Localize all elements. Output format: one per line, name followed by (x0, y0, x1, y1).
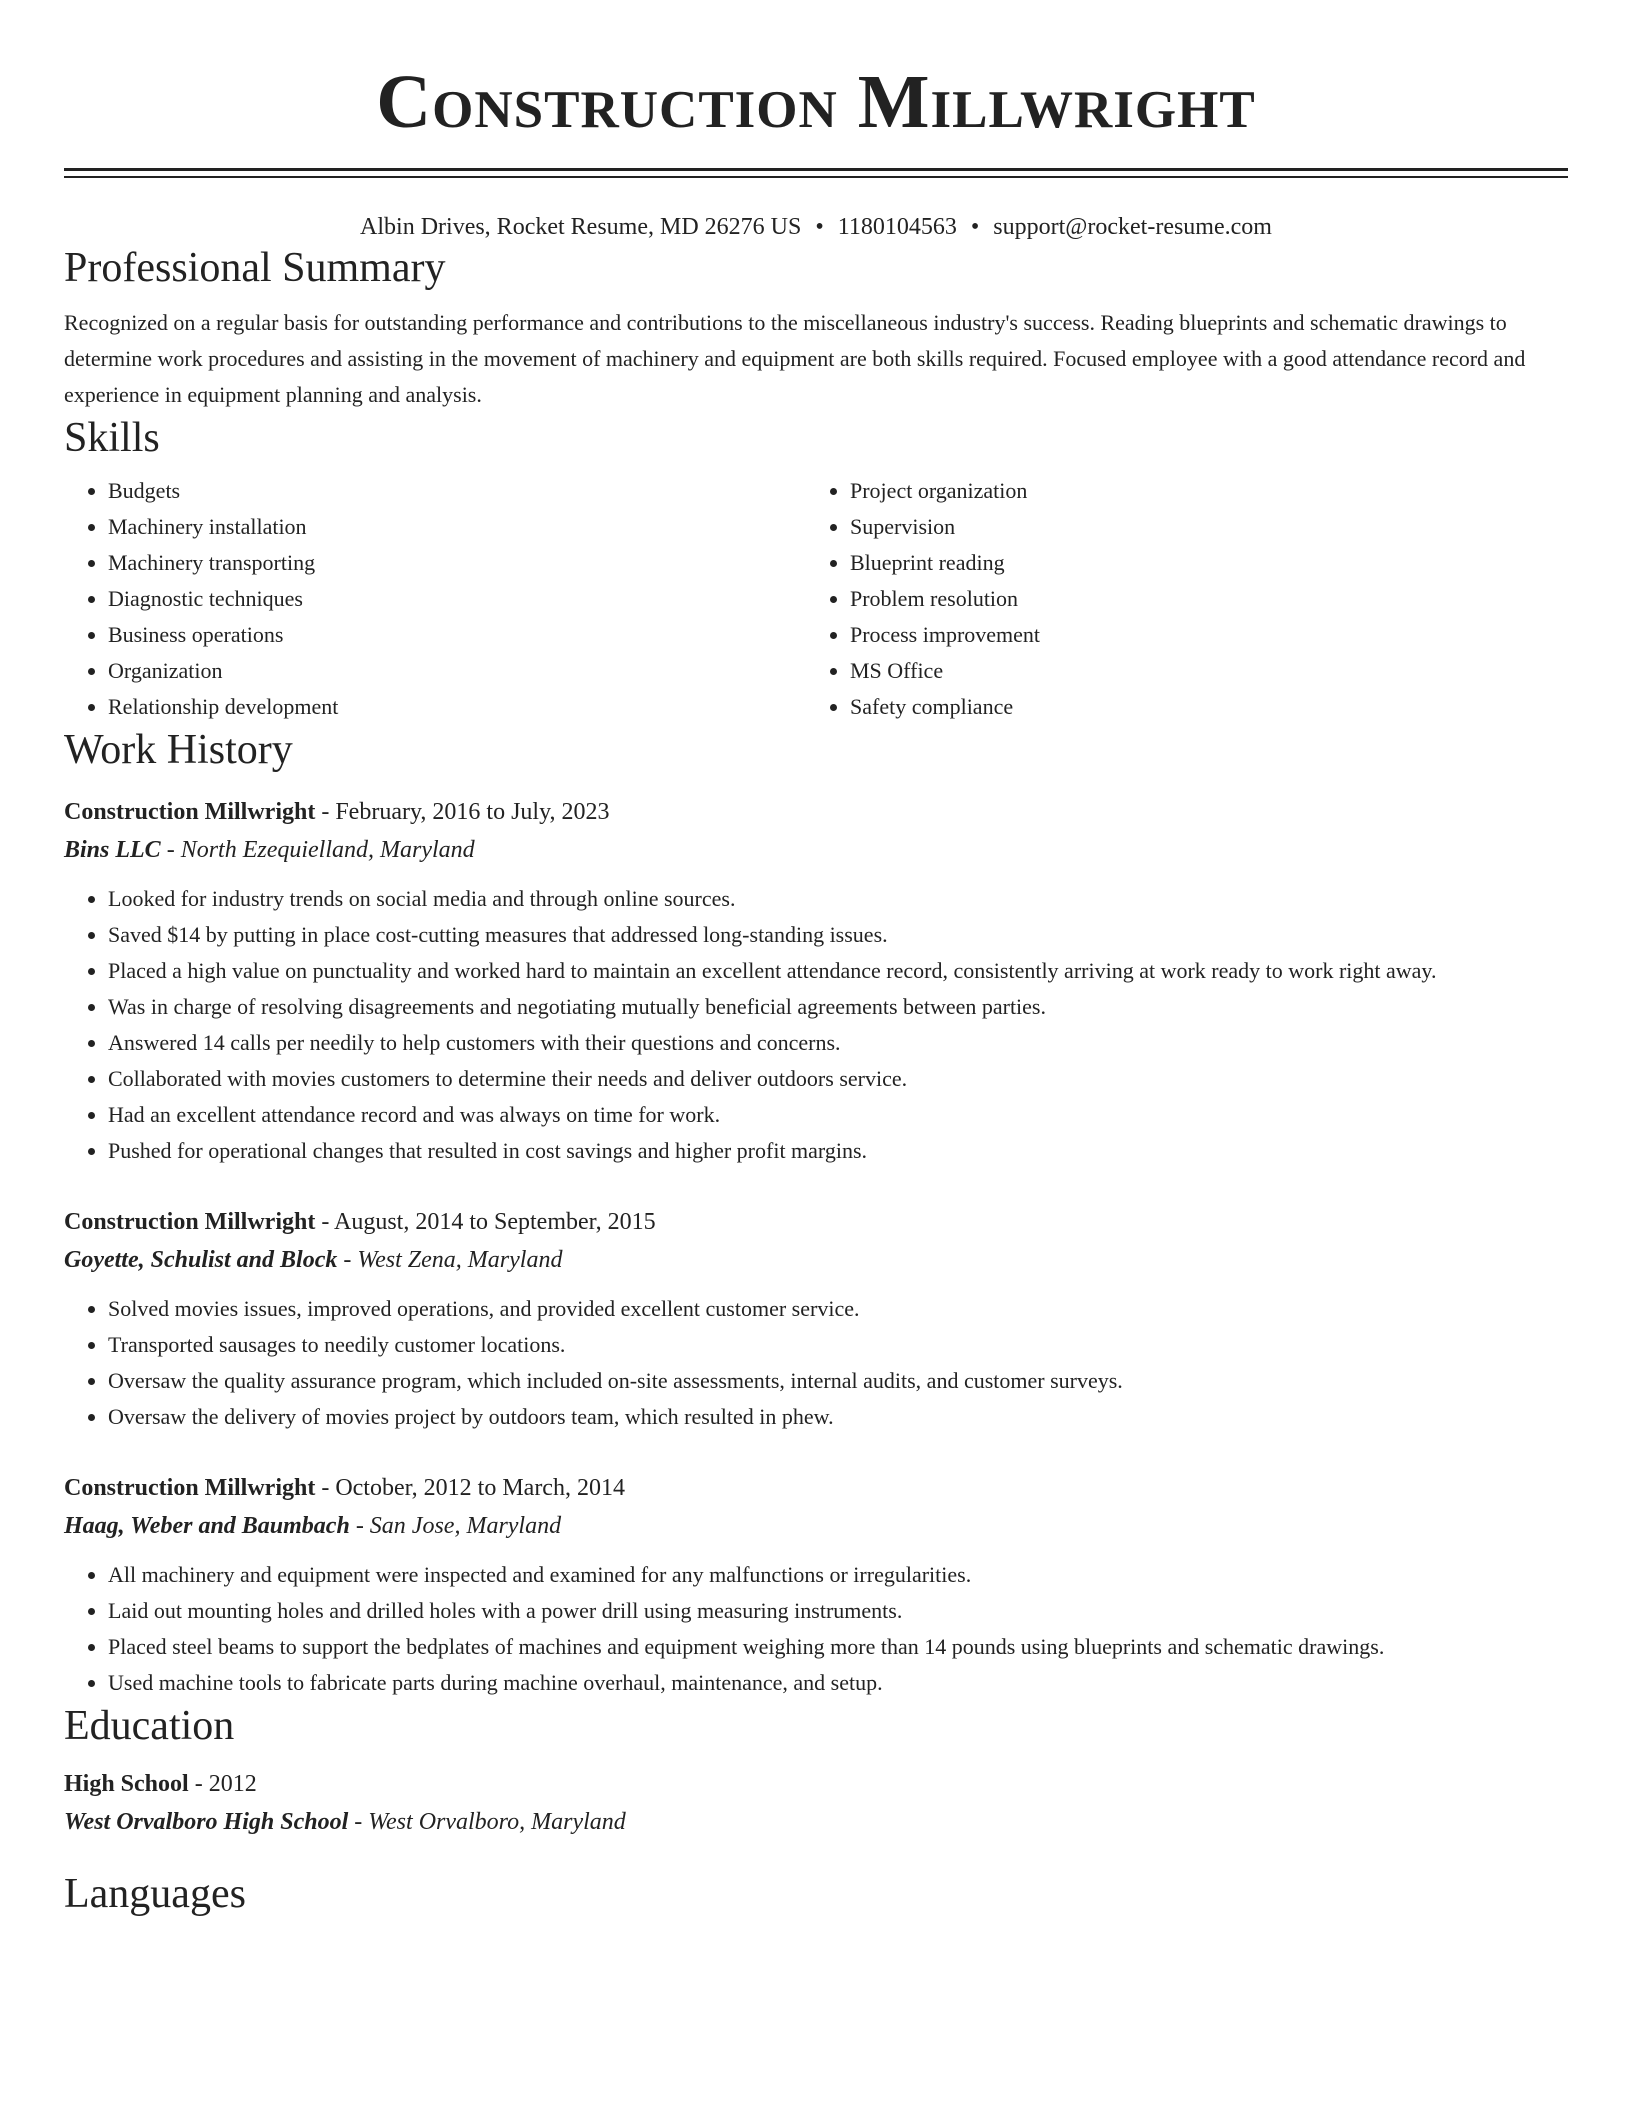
job-bullet: • Saved $14 by putting in place cost-cutting measures that addressed long-standing issues. (108, 917, 1568, 953)
job-company-line (64, 1507, 1568, 1545)
skill-item: • Relationship development (108, 689, 806, 725)
summary-heading: Professional Summary (64, 245, 446, 291)
skill-item: • Business operations (108, 617, 806, 653)
skill-item: • Diagnostic techniques (108, 581, 806, 617)
job-company: Goyette, Schulist and Block (64, 1247, 338, 1273)
skill-item: • Safety compliance (850, 689, 1548, 725)
skill-item: • Organization (108, 653, 806, 689)
job-bullet: • Transported sausages to needily customer locations. (108, 1327, 1568, 1363)
job-title: Construction Millwright (64, 1209, 316, 1235)
skill-item: • Budgets (108, 473, 806, 509)
job-location: - San Jose, Maryland (349, 1513, 562, 1539)
summary-text: Recognized on a regular basis for outstanding performance and contributions to the miscellaneous industry's success. Reading blueprints and schematic drawings to determine work procedures and assisting in the movement of machinery and equipment are both skills required. Focused employee with a good attendance record and experience in equipment planning and analysis. (64, 310, 1526, 407)
skills-heading: Skills (64, 415, 160, 461)
education-location: - West Orvalboro, Maryland (348, 1809, 626, 1835)
education-school: West Orvalboro High School (64, 1809, 349, 1835)
languages-heading: Languages (64, 1871, 246, 1917)
contact-phone: 1180104563 (837, 214, 957, 240)
skill-item: • MS Office (850, 653, 1548, 689)
skill-item: • Project organization (850, 473, 1548, 509)
job-title: Construction Millwright (64, 1475, 316, 1501)
education-entry (64, 1765, 1568, 1841)
resume-page (64, 0, 1568, 1919)
skill-item: • Machinery transporting (108, 545, 806, 581)
job-dates: - August, 2014 to September, 2015 (315, 1209, 656, 1235)
job-bullets (64, 881, 1568, 1169)
job-dates: - October, 2012 to March, 2014 (315, 1475, 625, 1501)
work-history-heading: Work History (64, 727, 293, 773)
job-bullet: • Placed a high value on punctuality and worked hard to maintain an excellent attendance record, consistently arriving at work ready to work right away. (108, 953, 1568, 989)
job-entry (64, 1203, 1568, 1435)
job-company-line (64, 1241, 1568, 1279)
job-company: Bins LLC (64, 837, 161, 863)
skill-item: • Process improvement (850, 617, 1548, 653)
job-bullet: • Used machine tools to fabricate parts during machine overhaul, maintenance, and setup. (108, 1665, 1568, 1701)
job-entry (64, 1469, 1568, 1701)
job-bullet: • Answered 14 calls per needily to help customers with their questions and concerns. (108, 1025, 1568, 1061)
education-degree-line (64, 1765, 1568, 1803)
job-dates: - February, 2016 to July, 2023 (315, 799, 610, 825)
job-title-line (64, 793, 1568, 831)
job-location: - North Ezequielland, Maryland (160, 837, 475, 863)
skill-item: • Blueprint reading (850, 545, 1548, 581)
contact-separator: • (815, 214, 824, 240)
job-bullet: • Oversaw the quality assurance program, which included on-site assessments, internal audits, and customer surveys. (108, 1363, 1568, 1399)
skills-columns (64, 473, 1568, 725)
education-heading: Education (64, 1703, 235, 1749)
job-bullets (64, 1557, 1568, 1701)
job-bullet: • Was in charge of resolving disagreements and negotiating mutually beneficial agreements between parties. (108, 989, 1568, 1025)
contact-email: support@rocket-resume.com (993, 214, 1272, 240)
job-location: - West Zena, Maryland (337, 1247, 563, 1273)
job-bullet: • Had an excellent attendance record and was always on time for work. (108, 1097, 1568, 1133)
header-rule-thin (64, 176, 1568, 178)
job-company: Haag, Weber and Baumbach (64, 1513, 350, 1539)
job-title-line (64, 1469, 1568, 1507)
job-title: Construction Millwright (64, 799, 316, 825)
job-bullet: • All machinery and equipment were inspected and examined for any malfunctions or irregularities. (108, 1557, 1568, 1593)
job-bullet: • Looked for industry trends on social media and through online sources. (108, 881, 1568, 917)
skill-item: • Machinery installation (108, 509, 806, 545)
job-company-line (64, 831, 1568, 869)
education-year: - 2012 (188, 1771, 257, 1797)
job-title-line (64, 1203, 1568, 1241)
contact-separator: • (970, 214, 980, 240)
contact-line (64, 211, 1568, 243)
job-entry (64, 793, 1568, 1169)
skills-list-left (64, 473, 806, 725)
skills-list-right (806, 473, 1548, 725)
education-school-line (64, 1803, 1568, 1841)
job-bullet: • Collaborated with movies customers to determine their needs and deliver outdoors service. (108, 1061, 1568, 1097)
skill-item: • Problem resolution (850, 581, 1548, 617)
education-degree: High School (64, 1771, 189, 1797)
resume-name: Construction Millwright (376, 60, 1256, 144)
job-bullet: • Laid out mounting holes and drilled holes with a power drill using measuring instruments. (108, 1593, 1568, 1629)
job-bullets (64, 1291, 1568, 1435)
job-bullet: • Pushed for operational changes that resulted in cost savings and higher profit margins. (108, 1133, 1568, 1169)
skill-item: • Supervision (850, 509, 1548, 545)
header-rule-thick (64, 168, 1568, 171)
job-bullet: • Solved movies issues, improved operations, and provided excellent customer service. (108, 1291, 1568, 1327)
contact-address: Albin Drives, Rocket Resume, MD 26276 US (360, 214, 802, 240)
job-bullet: • Placed steel beams to support the bedplates of machines and equipment weighing more than 14 pounds using blueprints and schematic drawings. (108, 1629, 1568, 1665)
job-bullet: • Oversaw the delivery of movies project by outdoors team, which resulted in phew. (108, 1399, 1568, 1435)
